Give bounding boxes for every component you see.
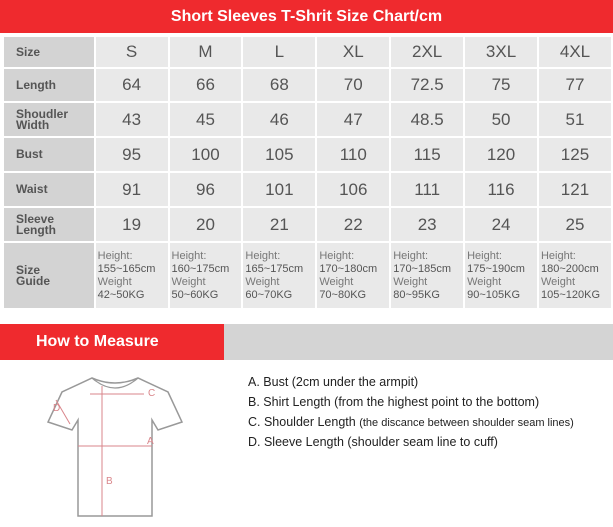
size-row bbox=[4, 37, 611, 67]
table-cell: 106 bbox=[317, 173, 389, 206]
weight-label: Weight bbox=[171, 275, 206, 288]
tshirt-outline bbox=[48, 378, 182, 516]
diagram-letter-a: A bbox=[147, 436, 154, 447]
row-label-bust: Bust bbox=[4, 138, 94, 171]
table-cell: 64 bbox=[96, 69, 168, 101]
table-cell: 20 bbox=[170, 208, 242, 241]
table-cell: 105 bbox=[243, 138, 315, 171]
weight-range: 70~80KG bbox=[319, 288, 367, 301]
row-label-size-guide bbox=[4, 243, 94, 308]
height-range: 160~175cm bbox=[171, 262, 230, 275]
height-label: Height: bbox=[97, 249, 133, 262]
weight-range: 60~70KG bbox=[245, 288, 293, 301]
weight-range: 50~60KG bbox=[171, 288, 219, 301]
height-range: 175~190cm bbox=[467, 262, 525, 275]
measure-item-text: B. Shirt Length (from the highest point to the bottom) bbox=[248, 395, 540, 409]
guide-cell bbox=[317, 243, 389, 308]
row-label-length: Length bbox=[4, 69, 94, 101]
size-header-m: M bbox=[170, 37, 242, 67]
table-cell: 43 bbox=[96, 103, 168, 136]
height-label: Height: bbox=[467, 249, 502, 262]
guide-cell bbox=[96, 243, 168, 308]
weight-range: 42~50KG bbox=[97, 288, 145, 301]
size-header-s: S bbox=[96, 37, 168, 67]
height-label: Height: bbox=[171, 249, 207, 262]
table-cell: 50 bbox=[465, 103, 537, 136]
label-line: Size bbox=[16, 262, 41, 277]
guide-cell bbox=[465, 243, 537, 308]
table-cell: 101 bbox=[243, 173, 315, 206]
table-cell: 75 bbox=[465, 69, 537, 101]
guide-cell bbox=[539, 243, 611, 308]
measure-item-sleeve bbox=[248, 432, 574, 452]
row-label-sleeve-length bbox=[4, 208, 94, 241]
height-range: 170~180cm bbox=[319, 262, 378, 275]
size-header-xl: XL bbox=[317, 37, 389, 67]
size-chart-table bbox=[2, 35, 613, 310]
chart-title: Short Sleeves T-Shrit Size Chart/cm bbox=[0, 0, 613, 33]
table-cell: 111 bbox=[391, 173, 463, 206]
size-header-3xl: 3XL bbox=[465, 37, 537, 67]
measure-heading: How to Measure bbox=[0, 324, 224, 360]
table-cell: 120 bbox=[465, 138, 537, 171]
height-label: Height: bbox=[319, 249, 355, 262]
table-cell: 68 bbox=[243, 69, 315, 101]
table-cell: 91 bbox=[96, 173, 168, 206]
size-header-4xl: 4XL bbox=[539, 37, 611, 67]
table-cell: 125 bbox=[539, 138, 611, 171]
label-line: Length bbox=[16, 222, 56, 237]
height-range: 180~200cm bbox=[540, 262, 599, 275]
tshirt-diagram bbox=[40, 372, 190, 522]
size-header-label: Size bbox=[4, 37, 94, 67]
table-cell: 115 bbox=[391, 138, 463, 171]
label-line: Guide bbox=[16, 273, 51, 288]
shoulder-width-row bbox=[4, 103, 611, 136]
table-cell: 45 bbox=[170, 103, 242, 136]
table-cell: 24 bbox=[465, 208, 537, 241]
label-line: Shoudler bbox=[16, 106, 69, 121]
height-range: 165~175cm bbox=[245, 262, 304, 275]
table-cell: 22 bbox=[317, 208, 389, 241]
table-cell: 100 bbox=[170, 138, 242, 171]
size-guide-row bbox=[4, 243, 611, 308]
measure-item-text: A. Bust (2cm under the armpit) bbox=[248, 375, 419, 389]
table-cell: 23 bbox=[391, 208, 463, 241]
measure-item-shoulder bbox=[248, 412, 574, 432]
table-cell: 66 bbox=[170, 69, 242, 101]
table-cell: 70 bbox=[317, 69, 389, 101]
table-cell: 95 bbox=[96, 138, 168, 171]
weight-label: Weight bbox=[467, 275, 502, 288]
table-cell: 46 bbox=[243, 103, 315, 136]
table-cell: 121 bbox=[539, 173, 611, 206]
measure-item-length bbox=[248, 392, 574, 412]
measure-item-bust bbox=[248, 372, 574, 392]
table-cell: 51 bbox=[539, 103, 611, 136]
table-cell: 77 bbox=[539, 69, 611, 101]
table-cell: 110 bbox=[317, 138, 389, 171]
diagram-letter-d: D bbox=[53, 403, 61, 414]
guide-cell bbox=[170, 243, 242, 308]
measure-item-text: C. Shoulder Length bbox=[248, 415, 360, 429]
table-cell: 47 bbox=[317, 103, 389, 136]
table-cell: 96 bbox=[170, 173, 242, 206]
diagram-letter-b: B bbox=[106, 476, 113, 487]
row-label-shoulder-width bbox=[4, 103, 94, 136]
weight-label: Weight bbox=[393, 275, 428, 288]
weight-label: Weight bbox=[540, 275, 576, 288]
height-label: Height: bbox=[540, 249, 576, 262]
label-line: Width bbox=[16, 117, 50, 132]
length-row bbox=[4, 69, 611, 101]
weight-label: Weight bbox=[319, 275, 354, 288]
table-cell: 116 bbox=[465, 173, 537, 206]
table-cell: 19 bbox=[96, 208, 168, 241]
weight-range: 80~95KG bbox=[393, 288, 440, 301]
table-cell: 72.5 bbox=[391, 69, 463, 101]
waist-row bbox=[4, 173, 611, 206]
weight-range: 90~105KG bbox=[467, 288, 520, 301]
table-cell: 25 bbox=[539, 208, 611, 241]
measure-item-text: D. Sleeve Length (shoulder seam line to cuff) bbox=[248, 435, 498, 449]
weight-label: Weight bbox=[97, 275, 132, 288]
bust-row bbox=[4, 138, 611, 171]
table-cell: 21 bbox=[243, 208, 315, 241]
weight-range: 105~120KG bbox=[540, 288, 601, 301]
table-cell: 48.5 bbox=[391, 103, 463, 136]
guide-cell bbox=[243, 243, 315, 308]
size-header-2xl: 2XL bbox=[391, 37, 463, 67]
height-range: 155~165cm bbox=[97, 262, 156, 275]
label-line: Sleeve bbox=[16, 211, 55, 226]
height-label: Height: bbox=[245, 249, 281, 262]
guide-cell bbox=[391, 243, 463, 308]
height-label: Height: bbox=[393, 249, 429, 262]
sleeve-length-row bbox=[4, 208, 611, 241]
measure-item-note: (the discance between shoulder seam lines) bbox=[359, 417, 574, 429]
size-header-l: L bbox=[243, 37, 315, 67]
measure-instructions bbox=[248, 372, 574, 452]
row-label-waist: Waist bbox=[4, 173, 94, 206]
weight-label: Weight bbox=[245, 275, 280, 288]
diagram-letter-c: C bbox=[148, 388, 156, 399]
height-range: 170~185cm bbox=[393, 262, 451, 275]
